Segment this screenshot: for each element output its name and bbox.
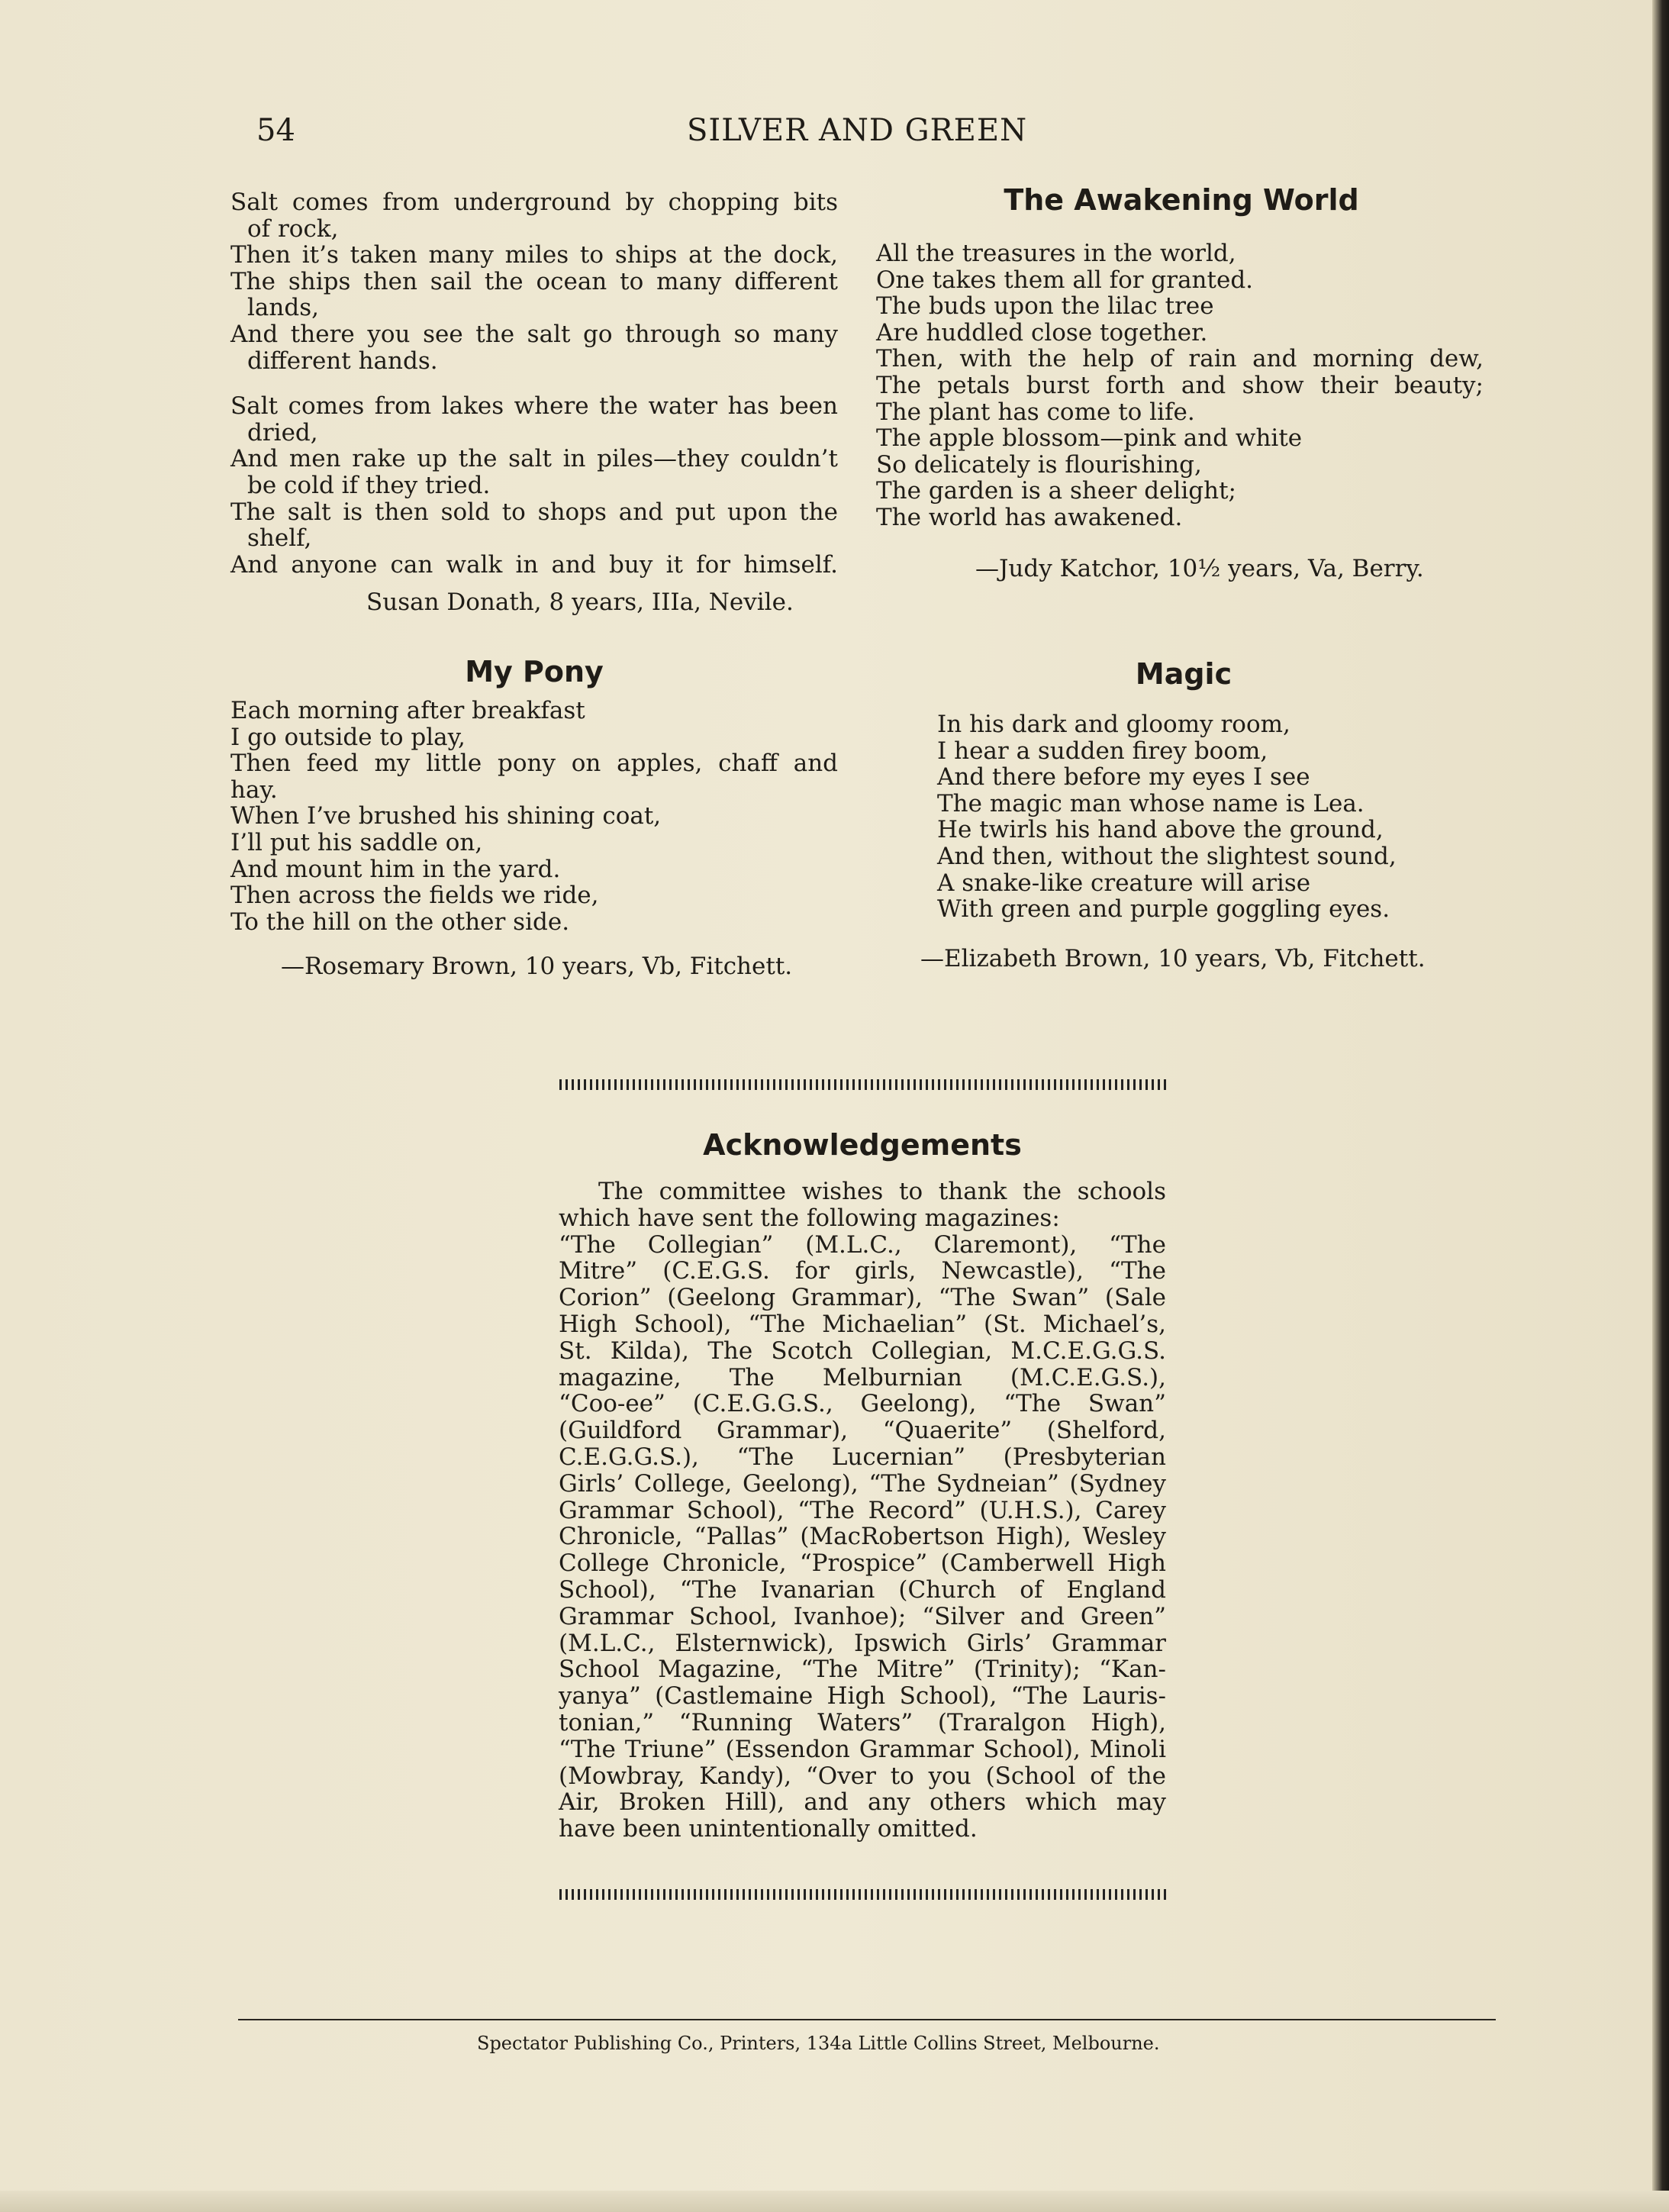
poem-line: All the treasures in the world,: [876, 240, 1236, 267]
poem-line: When I’ve brushed his shining coat,: [230, 802, 662, 830]
poem-line: Salt comes from lakes where the water has been: [230, 392, 838, 421]
acknowledgement-line: tonian,” “Running Waters” (Traralgon High),: [559, 1708, 1166, 1736]
poem-line: Are huddled close together.: [876, 318, 1208, 347]
acknowledgement-line: magazine, The Melburnian (M.C.E.G.S.),: [559, 1363, 1166, 1391]
page-bottom-edge: [0, 2191, 1669, 2212]
poem-line: The apple blossom—pink and white: [876, 424, 1303, 453]
magic-poem: [937, 711, 1430, 923]
poem-line: The ships then sail the ocean to many different: [230, 267, 838, 295]
poem-line: Then it’s taken many miles to ships at the dock,: [230, 241, 838, 269]
poem-line: To the hill on the other side.: [230, 908, 570, 936]
poem-line: The world has awakened.: [876, 503, 1183, 531]
acknowledgement-line: have been unintentionally omitted.: [559, 1815, 978, 1843]
poem-line: And men rake up the salt in piles—they couldn’t: [230, 445, 838, 473]
poem-line: And there before my eyes I see: [937, 763, 1310, 792]
awakening-world-credit: —Judy Katchor, 10½ years, Va, Berry.: [975, 555, 1424, 582]
footer-rule: [238, 2019, 1496, 2020]
poem-line: I go outside to play,: [230, 723, 466, 751]
section-divider-bottom: [559, 1889, 1168, 1900]
poem-line: dried,: [247, 418, 318, 447]
poem-line: lands,: [247, 294, 319, 322]
acknowledgement-line: School), “The Ivanarian (Church of England: [559, 1575, 1166, 1604]
awakening-world-title: The Awakening World: [1004, 183, 1359, 217]
acknowledgement-line: Grammar School, Ivanhoe); “Silver and Green”: [559, 1602, 1166, 1630]
my-pony-poem: [230, 698, 838, 935]
acknowledgement-line: School Magazine, “The Mitre” (Trinity); “Kan-: [559, 1656, 1166, 1684]
acknowledgement-line: Girls’ College, Geelong), “The Sydneian” (Sydney: [559, 1469, 1166, 1498]
my-pony-credit: —Rosemary Brown, 10 years, Vb, Fitchett.: [281, 953, 793, 980]
salt-poem-credit: Susan Donath, 8 years, IIIa, Nevile.: [366, 588, 794, 616]
acknowledgement-line: Corion” (Geelong Grammar), “The Swan” (Sale: [559, 1284, 1166, 1312]
page-header: [229, 113, 1450, 159]
acknowledgement-line: St. Kilda), The Scotch Collegian, M.C.E.G.G.S.: [559, 1337, 1166, 1365]
poem-line: He twirls his hand above the ground,: [937, 816, 1384, 844]
poem-line: Salt comes from underground by chopping bits: [230, 189, 838, 216]
acknowledgement-line: “The Triune” (Essendon Grammar School), Minoli: [559, 1735, 1166, 1763]
poem-line: Then feed my little pony on apples, chaff and: [230, 750, 838, 778]
page-edge-shadow: [1652, 0, 1669, 2212]
my-pony-title: My Pony: [465, 655, 604, 688]
section-divider-top: [559, 1079, 1168, 1090]
poem-line: different hands.: [247, 347, 438, 375]
salt-poem: [230, 189, 838, 578]
acknowledgement-line: Mitre” (C.E.G.S. for girls, Newcastle), “The: [559, 1257, 1166, 1285]
poem-line: And anyone can walk in and buy it for himself.: [230, 550, 838, 579]
poem-line: In his dark and gloomy room,: [937, 711, 1290, 738]
poem-line: Each morning after breakfast: [230, 697, 585, 724]
page-number: 54: [256, 113, 295, 148]
poem-line: And then, without the slightest sound,: [937, 842, 1397, 870]
poem-line: One takes them all for granted.: [876, 266, 1254, 294]
poem-line: of rock,: [247, 214, 339, 243]
acknowledgement-line: “The Collegian” (M.L.C., Claremont), “The: [559, 1230, 1166, 1259]
running-title: SILVER AND GREEN: [687, 113, 1028, 148]
acknowledgement-line: (Mowbray, Kandy), “Over to you (School of the: [559, 1762, 1166, 1790]
poem-line: A snake-like creature will arise: [937, 869, 1311, 897]
poem-line: I’ll put his saddle on,: [230, 828, 483, 856]
acknowledgement-line: College Chronicle, “Prospice” (Camberwell High: [559, 1549, 1166, 1578]
poem-line: I hear a sudden firey boom,: [937, 737, 1268, 765]
acknowledgements-body: [559, 1179, 1166, 1843]
poem-line: The plant has come to life.: [876, 398, 1195, 426]
acknowledgement-line: yanya” (Castlemaine High School), “The Lauris-: [559, 1682, 1166, 1711]
poem-line: And mount him in the yard.: [230, 855, 561, 883]
magic-title: Magic: [1135, 657, 1232, 691]
poem-line: The petals burst forth and show their beauty;: [876, 371, 1484, 399]
magic-credit: —Elizabeth Brown, 10 years, Vb, Fitchett.: [920, 945, 1426, 972]
poem-line: The salt is then sold to shops and put upon the: [230, 498, 838, 526]
poem-line: The garden is a sheer delight;: [876, 477, 1236, 505]
poem-line: The magic man whose name is Lea.: [937, 789, 1365, 817]
poem-line: The buds upon the lilac tree: [876, 292, 1214, 321]
poem-line: Then, with the help of rain and morning dew,: [876, 345, 1484, 373]
poem-line: hay.: [230, 775, 278, 804]
stanza-break: [230, 374, 838, 393]
acknowledgement-line: High School), “The Michaelian” (St. Michael’s,: [559, 1310, 1166, 1338]
poem-line: So delicately is flourishing,: [876, 450, 1202, 479]
acknowledgement-line: Chronicle, “Pallas” (MacRobertson High), Wesley: [559, 1523, 1166, 1551]
acknowledgement-line: (Guildford Grammar), “Quaerite” (Shelford,: [559, 1417, 1166, 1445]
poem-line: And there you see the salt go through so many: [230, 320, 838, 348]
acknowledgement-line: which have sent the following magazines:: [559, 1204, 1060, 1232]
acknowledgement-line: (M.L.C., Elsternwick), Ipswich Girls’ Grammar: [559, 1629, 1166, 1657]
acknowledgement-line: “Coo-ee” (C.E.G.G.S., Geelong), “The Swan”: [559, 1390, 1166, 1418]
acknowledgement-line: The committee wishes to thank the schools: [598, 1178, 1166, 1205]
acknowledgement-line: Grammar School), “The Record” (U.H.S.), Carey: [559, 1496, 1166, 1524]
poem-line: be cold if they tried.: [247, 471, 491, 499]
printer-credit: Spectator Publishing Co., Printers, 134a Little Collins Street, Melbourne.: [477, 2033, 1160, 2054]
acknowledgement-line: C.E.G.G.S.), “The Lucernian” (Presbyterian: [559, 1443, 1166, 1471]
acknowledgement-line: Air, Broken Hill), and any others which may: [559, 1788, 1166, 1817]
poem-line: Then across the fields we ride,: [230, 882, 599, 910]
poem-line: With green and purple goggling eyes.: [937, 895, 1390, 924]
poem-line: shelf,: [247, 524, 312, 553]
awakening-world-poem: [876, 240, 1484, 531]
acknowledgements-title: Acknowledgements: [703, 1128, 1022, 1162]
